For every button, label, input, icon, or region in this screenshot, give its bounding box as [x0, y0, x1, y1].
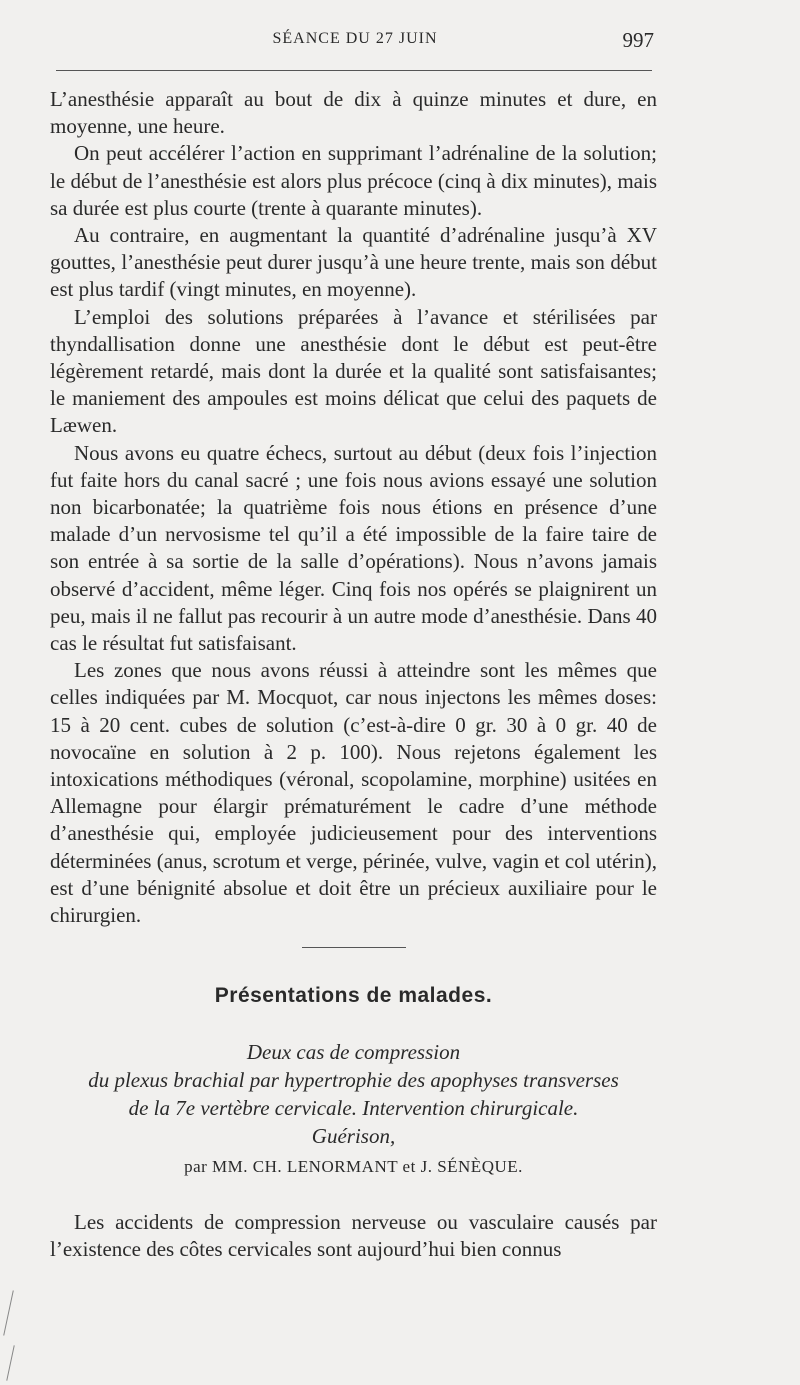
article-title-line: Guérison,	[311, 1124, 396, 1148]
paragraph: L’anesthésie apparaît au bout de dix à quinze minutes et dure, en moyenne, une heure.	[50, 87, 657, 139]
margin-mark	[6, 1345, 14, 1380]
header-rule	[56, 70, 652, 71]
article-body	[50, 1209, 657, 1263]
paragraph: L’emploi des solutions préparées à l’avance et stérilisées par thyndallisation donne une anesthésie dont le début est peut-être légèrement retardé, mais dont la durée et la qualité sont satisfaisantes; le maniement des ampoules est moins délicat que celui des paquets de Læwen.	[50, 304, 657, 438]
article-authors: par MM. CH. LENORMANT et J. SÉNÈQUE.	[184, 1157, 523, 1176]
paragraph: Les accidents de compression nerveuse ou vasculaire causés par l’existence des côtes cervicales sont aujourd’hui bien connus	[50, 1210, 657, 1262]
page-number: 997	[622, 28, 654, 52]
margin-mark	[3, 1290, 14, 1335]
running-head	[50, 30, 660, 54]
article-title	[40, 1038, 667, 1150]
article-title-line: de la 7e vertèbre cervicale. Intervention chirurgicale.	[128, 1096, 579, 1120]
section-divider	[302, 947, 406, 948]
section-heading: Présentations de malades.	[214, 984, 493, 1007]
paragraph: Les zones que nous avons réussi à atteindre sont les mêmes que celles indiquées par M. Mocquot, car nous injectons les mêmes doses: 15 à 20 cent. cubes de solution (c’est-à-dire 0 gr. 30 à 0 gr. 40 de novocaïne en solution à 2 p. 100). Nous rejetons également les intoxications méthodiques (véronal, scopolamine, morphine) usitées en Allemagne pour élargir prématurément le cadre d’une méthode d’anesthésie qui, employée judicieusement pour des interventions déterminées (anus, scrotum et verge, périnée, vulve, vagin et col utérin), est d’une bénignité absolue et doit être un précieux auxiliaire pour le chirurgien.	[50, 658, 657, 928]
paragraph: On peut accélérer l’action en supprimant l’adrénaline de la solution; le début de l’anesthésie est alors plus précoce (cinq à dix minutes), mais sa durée est plus courte (trente à quarante minutes).	[50, 141, 657, 220]
paragraph: Au contraire, en augmentant la quantité d’adrénaline jusqu’à XV gouttes, l’anesthésie peut durer jusqu’à une heure trente, mais son début est plus tardif (vingt minutes, en moyenne).	[50, 223, 657, 302]
article-title-line: du plexus brachial par hypertrophie des apophyses transverses	[88, 1068, 619, 1092]
paragraph: Nous avons eu quatre échecs, surtout au début (deux fois l’injection fut faite hors du canal sacré ; une fois nous avions essayé une solution non bicarbonatée; la quatrième fois nous étions en présence d’une malade d’un nervosisme tel qu’il a été impossible de la faire taire de son entrée à sa sortie de la salle d’opérations). Nous n’avons jamais observé d’accident, même léger. Cinq fois nos opérés se plaignirent un peu, mais il ne fallut pas recourir à un autre mode d’anesthésie. Dans 40 cas le résultat fut satisfaisant.	[50, 440, 657, 656]
article-title-line: Deux cas de compression	[246, 1040, 461, 1064]
body-text	[50, 86, 657, 929]
running-title: SÉANCE DU 27 JUIN	[272, 30, 438, 47]
